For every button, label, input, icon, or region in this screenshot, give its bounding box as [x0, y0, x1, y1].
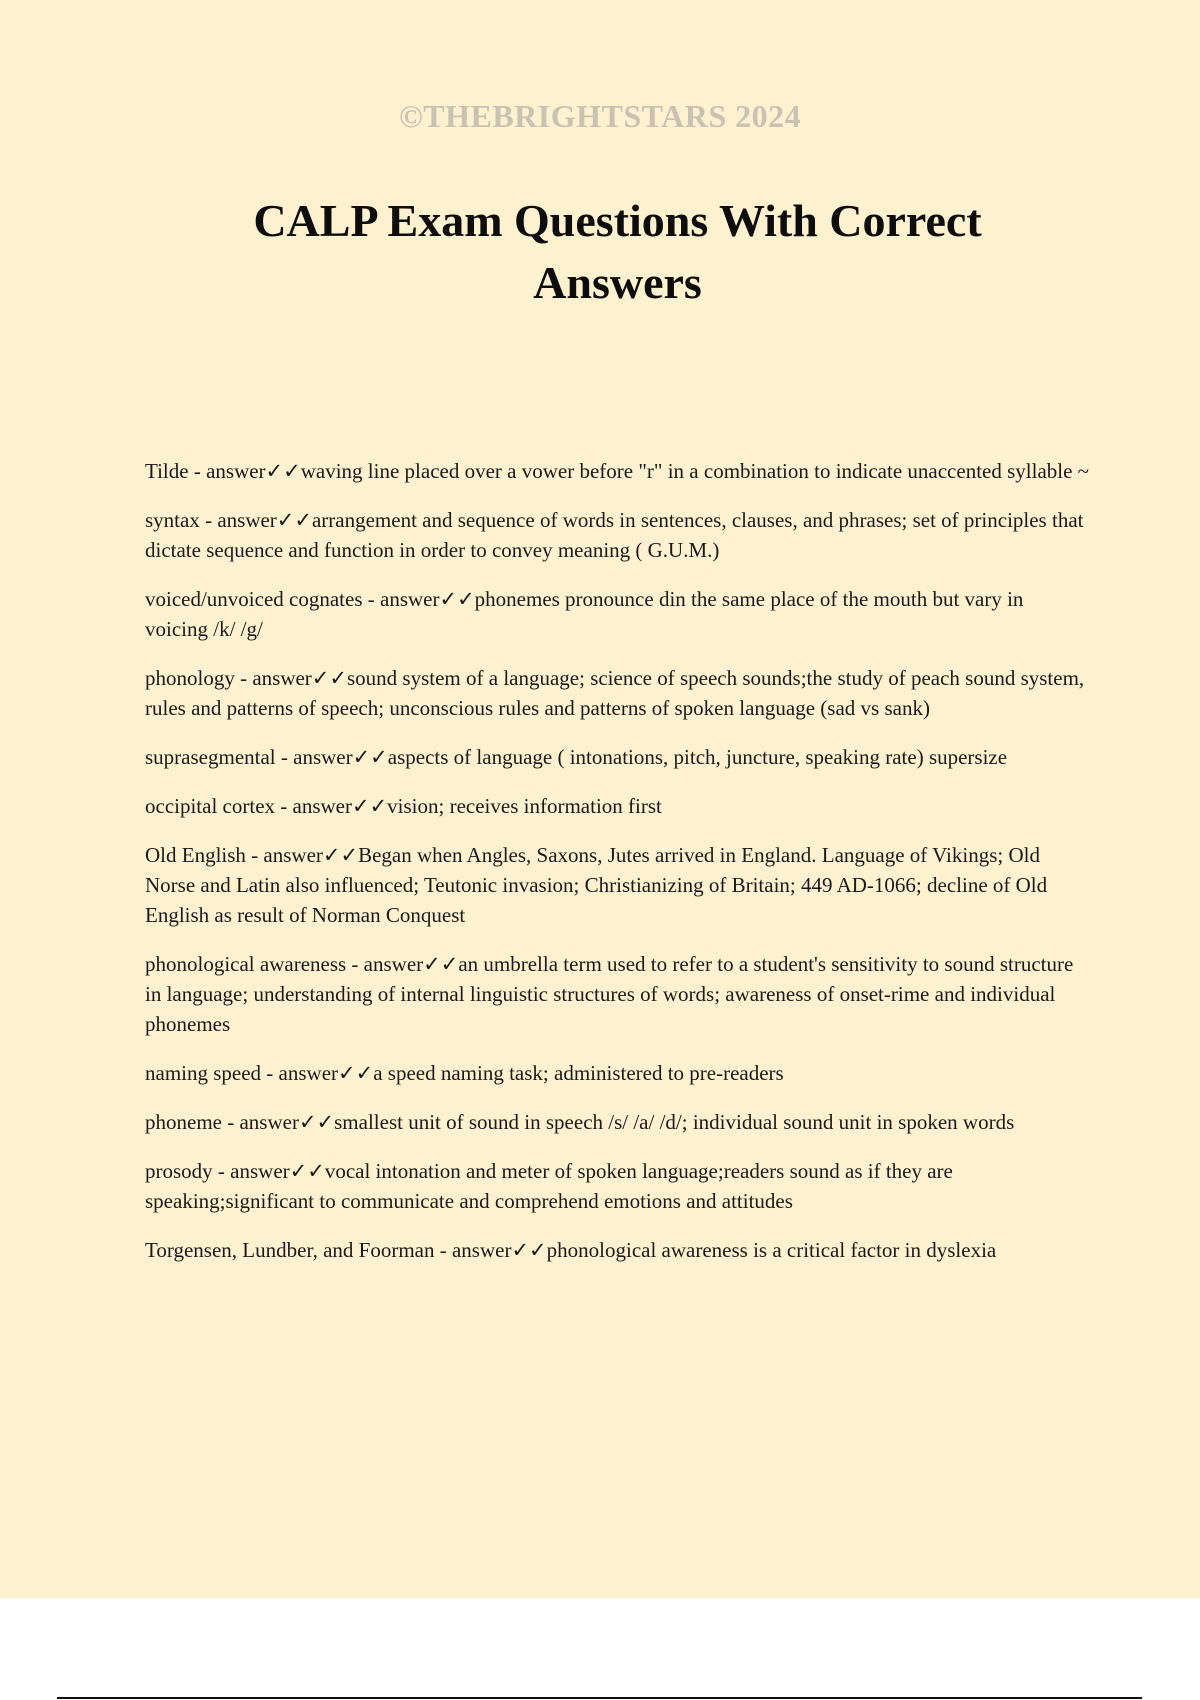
qa-list — [145, 456, 1090, 1284]
watermark: ©THEBRIGHTSTARS 2024 — [398, 98, 802, 134]
qa-entry: suprasegmental - answer✓✓aspects of language ( intonations, pitch, juncture, speaking rate) supersize — [145, 745, 1008, 769]
qa-entry: prosody - answer✓✓vocal intonation and meter of spoken language;readers sound as if they are speaking;significant to communicate and comprehend emotions and attitudes — [145, 1159, 953, 1213]
qa-entry: Old English - answer✓✓Began when Angles, Saxons, Jutes arrived in England. Language of Vikings; Old Norse and Latin also influenced; Teutonic invasion; Christianizing of Britain; 449 AD-1066; decline of Old English as result of Norman Conquest — [145, 843, 1048, 927]
qa-entry: phonology - answer✓✓sound system of a language; science of speech sounds;the study of peach sound system, rules and patterns of speech; unconscious rules and patterns of spoken language (sad vs sank) — [145, 666, 1085, 720]
page-title — [150, 190, 1085, 314]
qa-entry: Tilde - answer✓✓waving line placed over a vower before "r" in a combination to indicate unaccented syllable ~ — [145, 459, 1090, 483]
qa-entry: syntax - answer✓✓arrangement and sequence of words in sentences, clauses, and phrases; set of principles that dictate sequence and function in order to convey meaning ( G.U.M.) — [145, 508, 1084, 562]
footer-divider — [57, 1697, 1142, 1699]
qa-entry: Torgensen, Lundber, and Foorman - answer✓✓phonological awareness is a critical factor in dyslexia — [145, 1238, 997, 1262]
qa-entry: phonological awareness - answer✓✓an umbrella term used to refer to a student's sensitivity to sound structure in language; understanding of internal linguistic structures of words; awareness of onset-rime and individual phonemes — [145, 952, 1074, 1036]
qa-entry: occipital cortex - answer✓✓vision; receives information first — [145, 794, 662, 818]
title-line-1: CALP Exam Questions With Correct — [253, 195, 982, 246]
qa-entry: phoneme - answer✓✓smallest unit of sound in speech /s/ /a/ /d/; individual sound unit in spoken words — [145, 1110, 1015, 1134]
qa-entry: naming speed - answer✓✓a speed naming task; administered to pre-readers — [145, 1061, 784, 1085]
title-line-2: Answers — [533, 257, 702, 308]
qa-entry: voiced/unvoiced cognates - answer✓✓phonemes pronounce din the same place of the mouth but vary in voicing /k/ /g/ — [145, 587, 1024, 641]
